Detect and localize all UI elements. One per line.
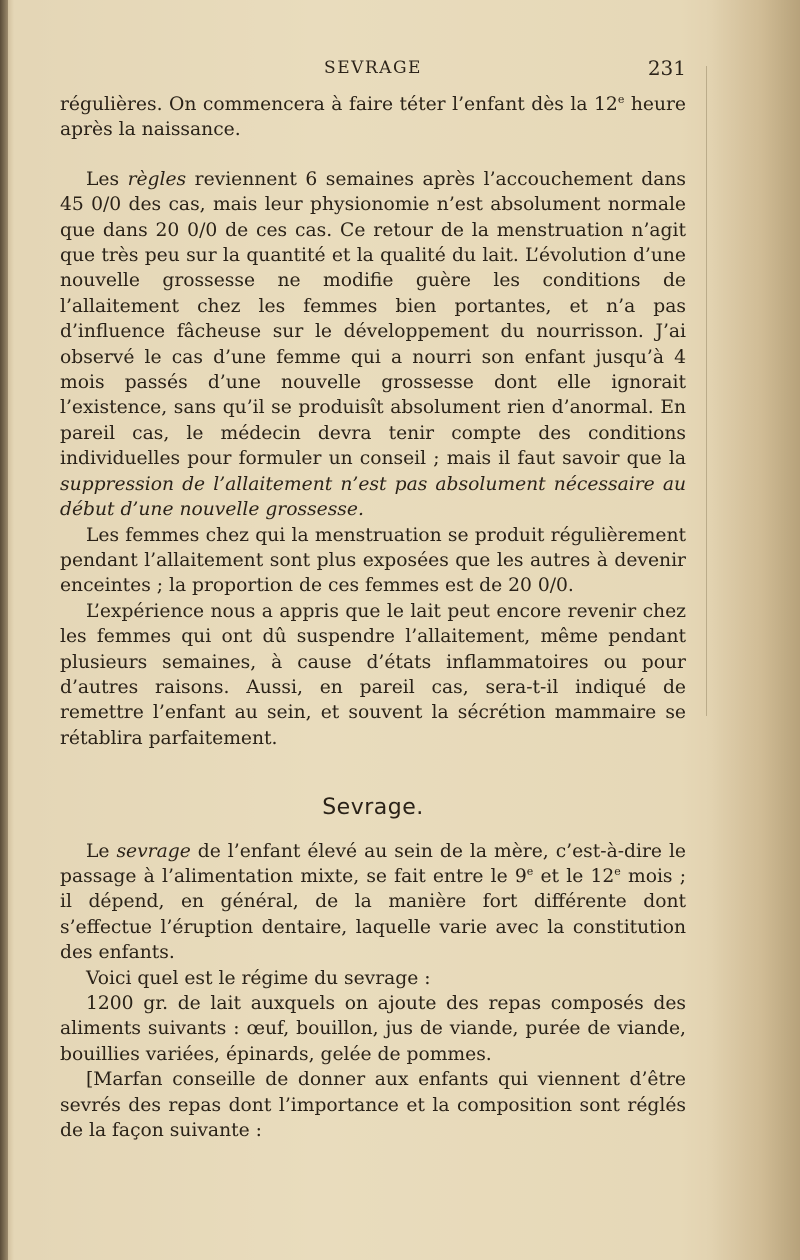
page-edge-discoloration [710,0,800,1260]
paragraph-sevrage-text-b: de l’enfant élevé au sein de la mère, c’est-à-dire le passage à l’alimentation mixte, se fait entre le 9 [60,840,686,887]
paragraph-menstruation: Les femmes chez qui la menstruation se produit régulièrement pendant l’allaitement sont plus exposées que les autres à devenir enceintes ; la proportion de ces femmes est de 20 0/0. [60,524,686,597]
running-head: SEVRAGE [324,58,422,78]
paragraph-sevrage-text-d: mois ; il dépend, en général, de la manière fort différente dont s’effectue l’éruption dentaire, laquelle varie avec la constitution des enfants. [60,865,686,964]
italic-regles: règles [127,168,187,190]
paragraph-lait: 1200 gr. de lait auxquels on ajoute des repas composés des aliments suivants : œuf, bouillon, jus de viande, purée de viande, bouillies variées, épinards, gelée de pommes. [60,993,686,1065]
paragraph-regles-text-b: reviennent 6 semaines après l’accouchement dans 45 0/0 des cas, mais leur physionomie n’est absolument normale que dans 20 0/0 de ces cas. Ce retour de la menstruation n’agit que très peu sur la quantité et la qualité du lait. L’évolution d’une nouvelle grossesse ne modifie guère les conditions de l’allaitement chez les femmes bien portantes, et n’a pas d’influence fâcheuse sur le développement du nourrisson. J’ai observé le cas d’une femme qui a nourri son enfant jusqu’à 4 mois passés d’une nouvelle grossesse dont elle ignorait l’existence, sans qu’il se produisît absolument rien d’anormal. En pareil cas, le médecin devra tenir compte des conditions individuelles pour formuler un conseil ; mais il faut savoir que la [60,168,687,470]
paragraph-0-text-b: heure après la naissance. [60,94,686,141]
paragraph-sevrage-text-a: Le [86,840,117,862]
page-header [60,56,686,86]
italic-sevrage: sevrage [116,840,191,862]
paragraph-0-text-a: régulières. On commencera à faire téter l’enfant dès la 12 [60,94,618,115]
section-title: Sevrage. [322,795,424,821]
page-number: 231 [647,56,686,80]
paragraph-marfan: [Marfan conseille de donner aux enfants qui viennent d’être sevrés des repas dont l’importance et la composition sont réglés de la façon suivante : [60,1069,686,1142]
paragraph-0 [60,92,686,143]
italic-suppression: suppression de l’allaitement n’est pas absolument nécessaire au début d’une nouvelle grossesse. [60,473,686,521]
paragraph-experience: L’expérience nous a appris que le lait peut encore revenir chez les femmes qui ont dû suspendre l’allaitement, même pendant plusieurs semaines, à cause d’états inflammatoires ou pour d’autres raisons. Aussi, en pareil cas, sera-t-il indiqué de remettre l’enfant au sein, et souvent la sécrétion mammaire se rétablira parfaitement. [60,600,686,749]
superscript-e: e [526,864,534,878]
margin-line [706,66,707,716]
paragraph-regles [60,167,686,523]
paragraph-regles-text-a: Les [86,168,128,190]
body-text [60,92,686,1143]
superscript-e: e [614,864,621,878]
paragraph-sevrage [60,839,686,966]
paragraph-regime: Voici quel est le régime du sevrage : [86,967,431,989]
superscript-e: e [617,92,625,106]
page-spine-shadow [0,0,8,1260]
paragraph-sevrage-text-c: et le 12 [533,865,615,887]
